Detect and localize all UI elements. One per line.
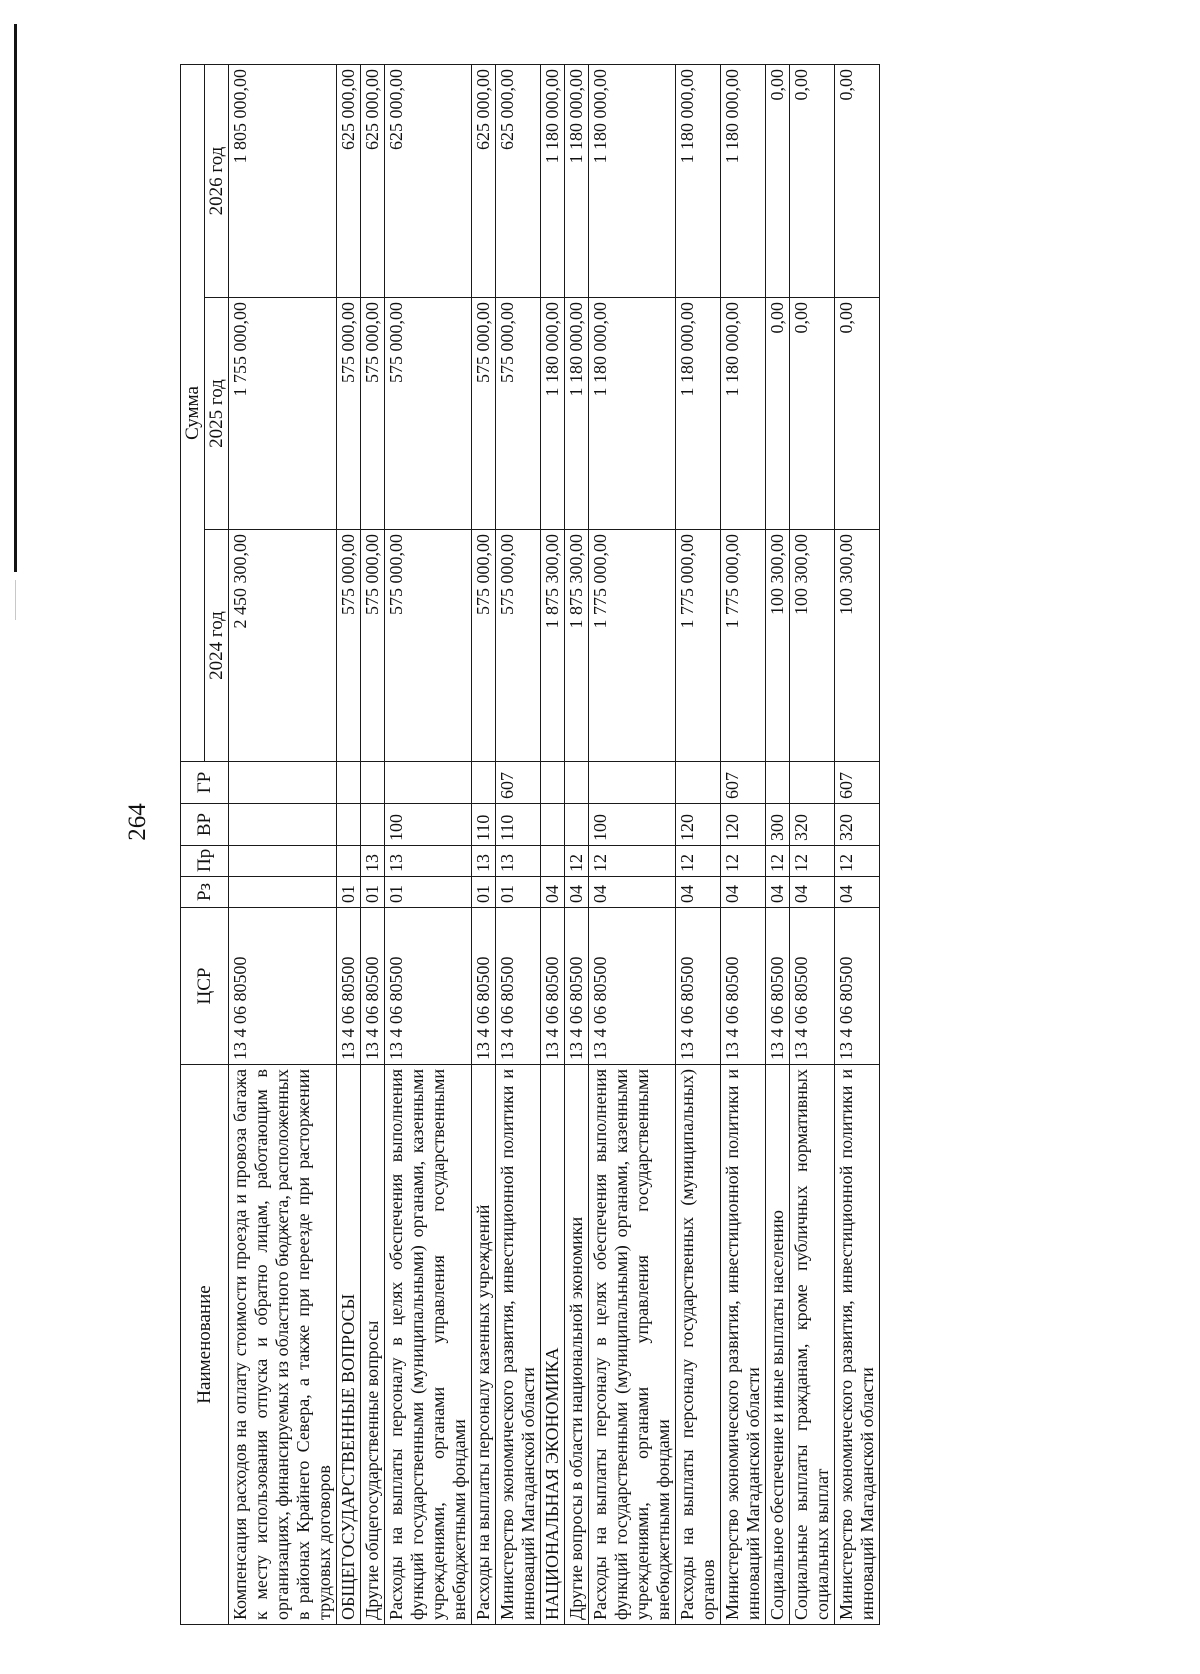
cell-pr [541,846,565,877]
cell-pr [337,846,361,877]
scan-edge-line-faint [15,580,16,620]
cell-csr: 13 4 06 80500 [541,908,565,1065]
cell-gr [361,762,385,804]
cell-csr: 13 4 06 80500 [472,908,496,1065]
cell-gr: 607 [496,762,541,804]
cell-name: НАЦИОНАЛЬНАЯ ЭКОНОМИКА [541,1065,565,1625]
cell-sum-2025: 1 180 000,00 [565,298,589,530]
cell-rz: 01 [337,877,361,908]
cell-sum-2025: 1 180 000,00 [676,298,721,530]
cell-rz: 04 [790,877,835,908]
cell-rz: 04 [589,877,676,908]
cell-name: Социальные выплаты гражданам, кроме публичных нормативных социальных выплат [790,1065,835,1625]
cell-name: Министерство экономического развития, инвестиционной политики и инноваций Магаданской области [721,1065,766,1625]
scan-edge-line [14,24,17,572]
cell-vr [229,804,337,846]
cell-rz: 04 [676,877,721,908]
cell-sum-2024: 100 300,00 [835,530,880,762]
cell-gr [385,762,472,804]
cell-sum-2025: 0,00 [766,298,790,530]
header-gr: ГР [181,762,229,804]
table-header [181,65,229,1625]
cell-sum-2026: 0,00 [790,65,835,298]
cell-sum-2025: 575 000,00 [496,298,541,530]
table-row [766,65,790,1625]
cell-sum-2026: 625 000,00 [385,65,472,298]
cell-sum-2024: 575 000,00 [496,530,541,762]
cell-sum-2026: 0,00 [766,65,790,298]
cell-rz: 04 [835,877,880,908]
cell-vr: 110 [496,804,541,846]
table-row [385,65,472,1625]
cell-csr: 13 4 06 80500 [721,908,766,1065]
cell-name: ОБЩЕГОСУДАРСТВЕННЫЕ ВОПРОСЫ [337,1065,361,1625]
cell-gr: 607 [721,762,766,804]
cell-gr [790,762,835,804]
cell-sum-2026: 1 180 000,00 [721,65,766,298]
cell-vr: 320 [790,804,835,846]
cell-csr: 13 4 06 80500 [589,908,676,1065]
cell-csr: 13 4 06 80500 [835,908,880,1065]
cell-sum-2024: 100 300,00 [790,530,835,762]
cell-name: Расходы на выплаты персоналу в целях обеспечения выполнения функций государственными (муниципальными) органами, казенными учреждениями, органами управления государственными внебюджетными фондами [589,1065,676,1625]
cell-pr: 12 [676,846,721,877]
cell-name: Другие общегосударственные вопросы [361,1065,385,1625]
cell-csr: 13 4 06 80500 [676,908,721,1065]
header-row-1 [181,65,205,1625]
cell-sum-2024: 1 775 000,00 [721,530,766,762]
cell-sum-2026: 625 000,00 [472,65,496,298]
cell-gr [472,762,496,804]
cell-vr [361,804,385,846]
cell-sum-2026: 1 180 000,00 [676,65,721,298]
cell-sum-2024: 575 000,00 [472,530,496,762]
table-row [541,65,565,1625]
cell-csr: 13 4 06 80500 [337,908,361,1065]
cell-pr: 13 [472,846,496,877]
table-body [229,65,880,1625]
header-year-2026: 2026 год [205,65,229,298]
table-row [589,65,676,1625]
cell-vr [541,804,565,846]
cell-sum-2024: 1 775 000,00 [589,530,676,762]
cell-vr: 320 [835,804,880,846]
cell-pr: 12 [766,846,790,877]
cell-pr: 12 [589,846,676,877]
cell-name: Министерство экономического развития, инвестиционной политики и инноваций Магаданской области [496,1065,541,1625]
cell-rz: 01 [472,877,496,908]
cell-gr [541,762,565,804]
cell-name: Расходы на выплаты персоналу в целях обеспечения выполнения функций государственными (муниципальными) органами, казенными учреждениями, органами управления государственными внебюджетными фондами [385,1065,472,1625]
cell-vr: 110 [472,804,496,846]
cell-sum-2024: 575 000,00 [337,530,361,762]
cell-pr [229,846,337,877]
cell-sum-2026: 625 000,00 [496,65,541,298]
cell-vr: 120 [676,804,721,846]
cell-csr: 13 4 06 80500 [496,908,541,1065]
table-row [835,65,880,1625]
cell-sum-2024: 1 875 300,00 [541,530,565,762]
cell-name: Расходы на выплаты персоналу казенных учреждений [472,1065,496,1625]
cell-sum-2025: 575 000,00 [337,298,361,530]
table-row [790,65,835,1625]
cell-gr [766,762,790,804]
cell-gr: 607 [835,762,880,804]
budget-table [180,64,880,1625]
table-row [721,65,766,1625]
cell-gr [229,762,337,804]
cell-csr: 13 4 06 80500 [565,908,589,1065]
cell-name: Компенсация расходов на оплату стоимости проезда и провоза багажа к месту использования отпуска и обратно лицам, работающим в организациях, финансируемых из областного бюджета, расположенных в районах Крайнего Севера, а также при переезде при расторжении трудовых договоров [229,1065,337,1625]
table-row [361,65,385,1625]
cell-pr: 13 [385,846,472,877]
table-row [565,65,589,1625]
header-year-2024: 2024 год [205,530,229,762]
header-name: Наименование [181,1065,229,1625]
cell-sum-2024: 1 875 300,00 [565,530,589,762]
cell-name: Расходы на выплаты персоналу государственных (муниципальных) органов [676,1065,721,1625]
cell-sum-2025: 1 180 000,00 [541,298,565,530]
cell-sum-2026: 625 000,00 [337,65,361,298]
cell-rz [229,877,337,908]
cell-name: Министерство экономического развития, инвестиционной политики и инноваций Магаданской области [835,1065,880,1625]
cell-rz: 04 [721,877,766,908]
cell-sum-2026: 1 180 000,00 [565,65,589,298]
header-csr: ЦСР [181,908,229,1065]
cell-vr [337,804,361,846]
table-row [337,65,361,1625]
cell-sum-2026: 0,00 [835,65,880,298]
cell-rz: 01 [361,877,385,908]
cell-csr: 13 4 06 80500 [361,908,385,1065]
cell-name: Другие вопросы в области национальной экономики [565,1065,589,1625]
cell-gr [676,762,721,804]
cell-vr: 120 [721,804,766,846]
cell-gr [565,762,589,804]
cell-pr: 12 [565,846,589,877]
cell-pr: 13 [496,846,541,877]
cell-sum-2025: 575 000,00 [385,298,472,530]
cell-sum-2024: 575 000,00 [385,530,472,762]
cell-name: Социальное обеспечение и иные выплаты населению [766,1065,790,1625]
cell-sum-2025: 1 755 000,00 [229,298,337,530]
cell-sum-2025: 1 180 000,00 [589,298,676,530]
cell-vr: 300 [766,804,790,846]
cell-sum-2026: 1 805 000,00 [229,65,337,298]
cell-rz: 04 [541,877,565,908]
table-row [472,65,496,1625]
cell-rz: 04 [565,877,589,908]
table-row [496,65,541,1625]
cell-sum-2025: 0,00 [790,298,835,530]
cell-vr: 100 [385,804,472,846]
cell-pr: 12 [790,846,835,877]
header-year-2025: 2025 год [205,298,229,530]
cell-rz: 04 [766,877,790,908]
cell-csr: 13 4 06 80500 [790,908,835,1065]
cell-gr [589,762,676,804]
cell-sum-2026: 1 180 000,00 [589,65,676,298]
table-row [229,65,337,1625]
rotated-page-content [180,65,1050,1625]
cell-sum-2025: 0,00 [835,298,880,530]
cell-sum-2025: 575 000,00 [472,298,496,530]
cell-rz: 01 [496,877,541,908]
page-number-text: 264 [124,803,151,841]
header-vr: ВР [181,804,229,846]
cell-csr: 13 4 06 80500 [229,908,337,1065]
header-rz: Рз [181,877,229,908]
cell-csr: 13 4 06 80500 [766,908,790,1065]
cell-sum-2026: 625 000,00 [361,65,385,298]
cell-pr: 12 [721,846,766,877]
cell-sum-2026: 1 180 000,00 [541,65,565,298]
cell-vr [565,804,589,846]
cell-pr: 13 [361,846,385,877]
table-row [676,65,721,1625]
cell-rz: 01 [385,877,472,908]
cell-sum-2024: 2 450 300,00 [229,530,337,762]
header-sum: Сумма [181,65,205,762]
cell-sum-2025: 575 000,00 [361,298,385,530]
cell-vr: 100 [589,804,676,846]
cell-gr [337,762,361,804]
cell-sum-2024: 1 775 000,00 [676,530,721,762]
cell-sum-2024: 575 000,00 [361,530,385,762]
cell-sum-2025: 1 180 000,00 [721,298,766,530]
cell-sum-2024: 100 300,00 [766,530,790,762]
cell-csr: 13 4 06 80500 [385,908,472,1065]
header-pr: Пр [181,846,229,877]
cell-pr: 12 [835,846,880,877]
